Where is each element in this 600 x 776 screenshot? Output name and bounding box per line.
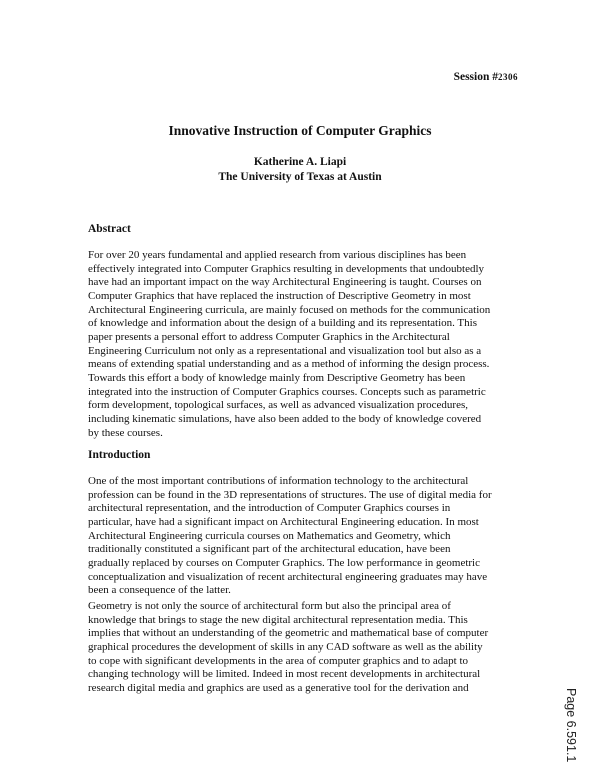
text-line: Architectural Engineering curricula courses on Mathematics and Geometry, which bbox=[88, 529, 451, 542]
text-line: Architectural Engineering curricula, are mainly focused on methods for the communication bbox=[88, 303, 491, 316]
text-line: architectural representation, and the introduction of Computer Graphics courses in bbox=[88, 502, 451, 515]
text-line: to cope with significant developments in the area of computer graphics and to adapt to bbox=[88, 654, 468, 667]
text-line: Towards this effort a body of knowledge mainly from Descriptive Geometry has been bbox=[88, 371, 466, 384]
text-line: knowledge that brings to stage the new digital architectural representation media. This bbox=[88, 613, 468, 626]
page-number-stamp: Page 6.591.1 bbox=[564, 688, 578, 763]
text-line: For over 20 years fundamental and applied research from various disciplines has been bbox=[88, 249, 467, 261]
abstract-paragraph bbox=[88, 249, 528, 440]
text-line: including kinematic simulations, have also been added to the body of knowledge covered bbox=[88, 412, 482, 425]
text-line: integrated into the instruction of Computer Graphics courses. Concepts such as parametric bbox=[88, 385, 486, 398]
text-line: form development, topological surfaces, as well as advanced visualization procedures, bbox=[88, 399, 468, 412]
paper-title: Innovative Instruction of Computer Graphics bbox=[168, 123, 432, 138]
abstract-heading: Abstract bbox=[88, 223, 131, 235]
text-line: have had an important impact on the way Architectural Engineering is taught. Courses on bbox=[88, 276, 482, 289]
text-line: profession can be found in the 3D representations of structures. The use of digital media for bbox=[88, 488, 492, 501]
intro-paragraph-2 bbox=[88, 600, 528, 696]
text-line: Computer Graphics that have replaced the instruction of Descriptive Geometry in most bbox=[88, 289, 471, 302]
text-line: been a consequence of the latter. bbox=[88, 584, 231, 597]
intro-paragraph-1 bbox=[88, 475, 528, 598]
author-block bbox=[0, 155, 600, 185]
text-line: Geometry is not only the source of architectural form but also the principal area of bbox=[88, 600, 451, 612]
text-line: implies that without an understanding of the geometric and mathematical base of computer bbox=[88, 627, 489, 640]
text-line: by these courses. bbox=[88, 426, 163, 439]
text-line: means of extending spatial understanding and as a method of informing the design process. bbox=[88, 358, 490, 371]
text-line: graphical procedures the development of skills in any CAD software as well as the ability bbox=[88, 640, 483, 653]
text-line: particular, have had a significant impact on Architectural Engineering education. In most bbox=[88, 515, 479, 528]
text-line: traditionally constituted a significant part of the architectural education, have been bbox=[88, 543, 451, 556]
text-line: conceptualization and visualization of recent architectural engineering graduates may have bbox=[88, 570, 488, 583]
author-name: Katherine A. Liapi bbox=[253, 156, 347, 168]
text-line: Engineering Curriculum not only as a representational and visualization tool but also as a bbox=[88, 344, 482, 357]
text-line: effectively integrated into Computer Graphics resulting in developments that undoubtedly bbox=[88, 262, 485, 275]
text-line: research digital media and graphics are used as a generative tool for the derivation and bbox=[88, 681, 469, 694]
text-line: changing technology will be limited. Indeed in most recent developments in architectural bbox=[88, 668, 481, 681]
text-line: of knowledge and information about the design of a building and its representation. This bbox=[88, 317, 477, 330]
text-line: gradually replaced by courses on Computer Graphics. The low performance in geometric bbox=[88, 556, 480, 569]
author-affiliation: The University of Texas at Austin bbox=[218, 171, 382, 183]
introduction-heading: Introduction bbox=[88, 449, 151, 461]
text-line: One of the most important contributions of information technology to the architectural bbox=[88, 475, 469, 487]
session-number: 2306 bbox=[498, 72, 518, 82]
session-label: Session # bbox=[453, 71, 498, 83]
text-line: paper presents a personal effort to address Computer Graphics in the Architectural bbox=[88, 330, 450, 343]
session-header bbox=[454, 71, 518, 83]
